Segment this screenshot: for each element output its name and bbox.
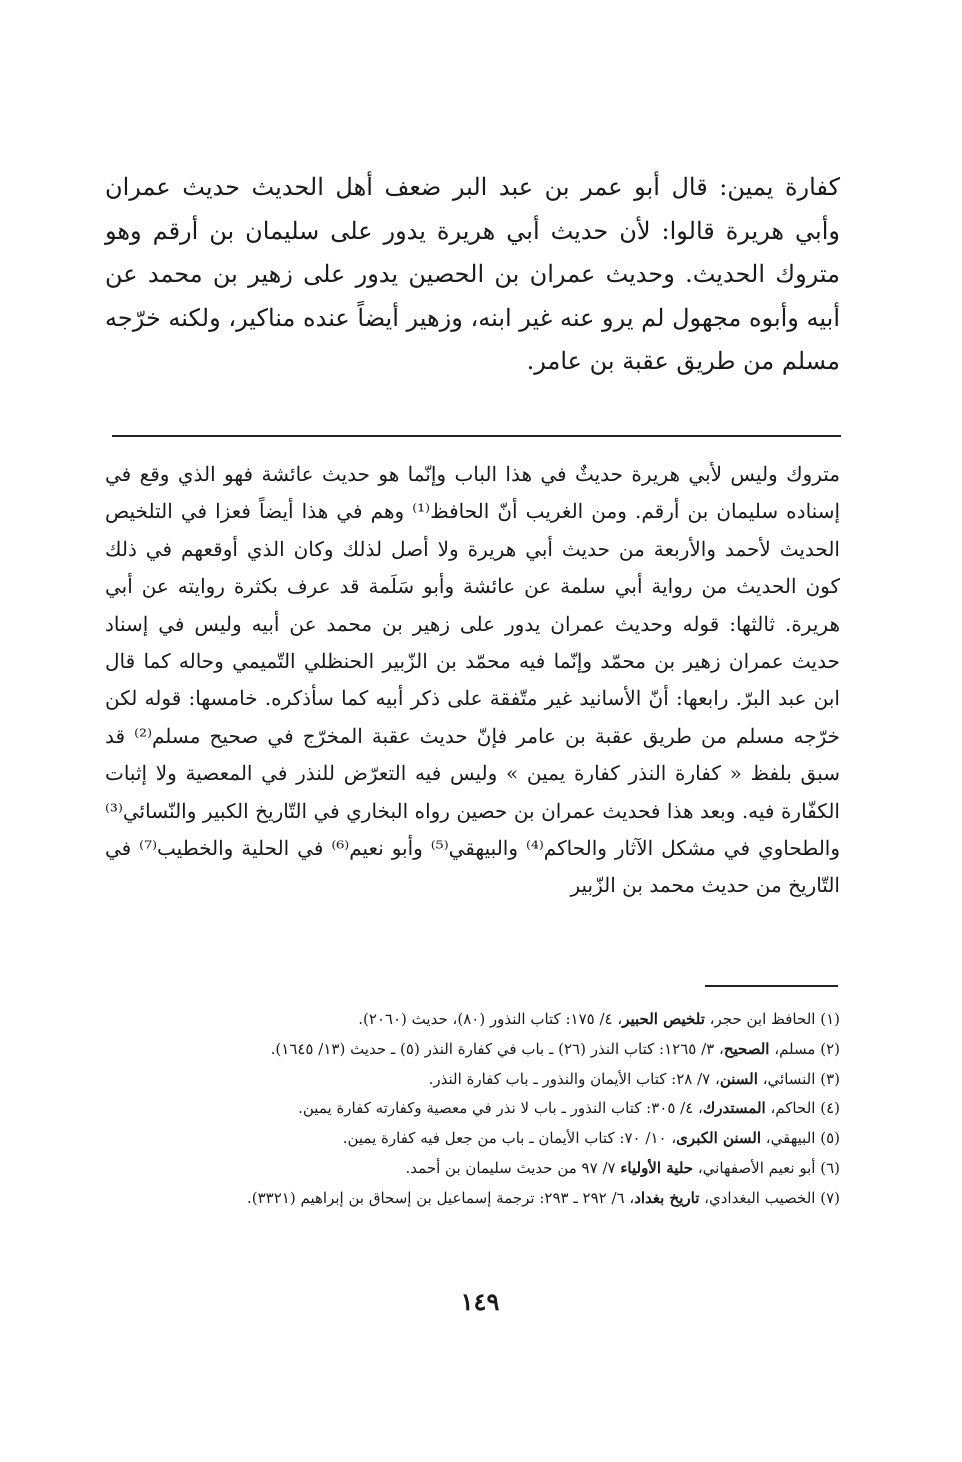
footnote: (٥) البيهقي، السنن الكبرى، ١٠/ ٧٠: كتاب الأيمان ـ باب من جعل فيه كفارة يمين. [342,1129,840,1148]
main-paragraph: كفارة يمين: قال أبو عمر بن عبد البر ضعف أهل الحديث حديث عمران وأبي هريرة قالوا: لأن حديث أبي هريرة يدور على سليمان بن أرقم وهو متروك الحديث. وحديث عمران بن الحصين يدور على زهير بن محمد عن أبيه وأبوه مجهول لم يرو عنه غير ابنه، وزهير أيضاً عنده مناكير، ولكنه خرّجه مسلم من طريق عقبة بن عامر. [105,173,840,375]
footnote: (٣) النسائي، السنن، ٧/ ٢٨: كتاب الأيمان والنذور ـ باب كفارة النذر. [428,1069,840,1088]
commentary-block [105,456,840,905]
page-number: ١٤٩ [460,1287,500,1316]
footnote: (٢) مسلم، الصحيح، ٣/ ١٢٦٥: كتاب النذر (٢٦) ـ باب في كفارة النذر (٥) ـ حديث (١٣/ ١٦٤٥). [270,1039,840,1058]
commentary-paragraph: متروك وليس لأبي هريرة حديثٌ في هذا الباب وإنّما هو حديث عائشة فهو الذي وقع في إسناده سليمان بن أرقم. ومن الغريب أنّ الحافظ⁽¹⁾ وهم في هذا أيضاً فعزا في التلخيص الحديث لأحمد والأربعة من حديث أبي هريرة ولا أصل لذلك وكان الذي أوقعهم في ذلك كون الحديث من رواية أبي سلمة عن عائشة وأبو سَلَمة قد عرف بكثرة روايته عن أبي هريرة. ثالثها: قوله وحديث عمران يدور على زهير بن محمد عن أبيه وليس في إسناد حديث عمران زهير بن محمّد وإنّما فيه محمّد بن الزّبير الحنظلي التّميمي وحاله كما قال ابن عبد البرّ. رابعها: أنّ الأسانيد غير متّفقة على ذكر أبيه كما سأذكره. خامسها: قوله لكن خرّجه مسلم من طريق عقبة بن عامر فإنّ حديث عقبة المخرّج في صحيح مسلم⁽²⁾ قد سبق بلفظ « كفارة النذر كفارة يمين » وليس فيه التعرّض للنذر في المعصية ولا إثبات الكفّارة فيه. وبعد هذا فحديث عمران بن حصين رواه البخاري في التّاريخ الكبير والنّسائي⁽³⁾ والطحاوي في مشكل الآثار والحاكم⁽⁴⁾ والبيهقي⁽⁵⁾ وأبو نعيم⁽⁶⁾ في الحلية والخطيب⁽⁷⁾ في التّاريخ من حديث محمد بن الزّبير [105,462,841,898]
footnote: (١) الحافظ ابن حجر، تلخيص الحبير، ٤/ ١٧٥: كتاب النذور (٨٠)، حديث (٢٠٦٠). [358,1010,840,1028]
separator-line [112,435,841,437]
footnote: (٧) الخصيب البغدادي، تاريخ بغداد، ٦/ ٢٩٢ ـ ٢٩٣: ترجمة إسماعيل بن إسحاق بن إبراهيم (٣٣٢١). [247,1188,840,1207]
footnote: (٦) أبو نعيم الأصفهاني، حلية الأولياء ٧/ ٩٧ من حديث سليمان بن أحمد. [405,1158,840,1177]
footnote: (٤) الحاكم، المستدرك، ٤/ ٣٠٥: كتاب النذور ـ باب لا نذر في معصية وكفارته كفارة يمين. [298,1099,840,1118]
footnote-separator [705,985,838,987]
footnotes-list [105,1005,840,1214]
main-text-block [105,166,840,384]
